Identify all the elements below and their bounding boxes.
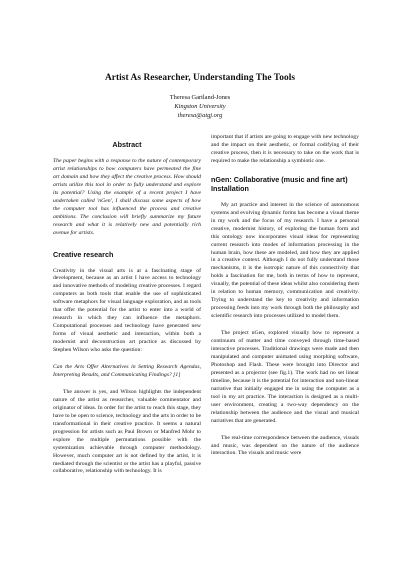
ngen-heading: nGen: Collaborative (music and fine art) Installation: [211, 174, 348, 193]
author-name: Theresa Gartland-Jones: [169, 94, 231, 101]
left-column: [53, 140, 201, 476]
author-institution: Kingston University: [174, 103, 226, 110]
creative-research-heading: Creative research: [53, 249, 114, 259]
wilson-quote: Can the Arts Offer Alternatives in Setting Research Agendas, Interpreting Results, and Communicating Findings? [1]: [53, 364, 201, 378]
paper-title: Artist As Researcher, Understanding The Tools: [104, 73, 296, 83]
ngen-paragraph-1: My art practice and interest in the science of autonomous systems and evolving dynamic forms has become a visual theme in my work and the focus of my research. I have a personal creative, modernist history, of exploring the human form and this ontology now incorporates visual ideas for representing current research into modes of information processing in the human brain, how these are modeled, and how they are applied in a creative context. Although I do not fully understand those mechanisms, it is the isotropic nature of this connectivity that holds a fascination for me, both in terms of how to represent, visually, the potential of these ideas whilst also considering them in relation to human memory, communication and creativity. Trying to understand the key to creativity and information processing feeds into my work through both the philosophy and scientific research into processes utilized to model them.: [211, 201, 359, 320]
abstract-heading: Abstract: [112, 140, 142, 149]
right-column: [211, 134, 359, 458]
creative-research-paragraph-1: Creativity in the visual arts is at a fascinating stage of development, because as an artist I have access to technology and innovative methods of modeling creative processes. I regard computers as both tools that enable the use of sophisticated software metaphors for visual language exploration, and as tools that offer the potential for the artist to enter into a world of research in which they can influence the metaphors. Computational processes and technology have generated new forms of visual aesthetic and interaction, within both a modernist and deconstruction art practice as discussed by Stephen Wilson who asks the question:: [53, 267, 201, 354]
ngen-paragraph-3: The real-time correspondence between the audience, visuals and music, was dependent on the nature of the audience interaction. The visuals and music were: [211, 434, 359, 457]
abstract-text: The paper begins with a response to the nature of contemporary artist relationships to how computers have permeated the fine art domain and how they affect the creative process. How should artists utilize this tool in order to fully understand and explore its potential? Using the example of a recent project I have undertaken called 'nGen', I shall discuss some aspects of how the computer tool has influenced the process and creative ambitions. The conclusion will briefly summarize my future research and what it is relatively new and potentially rich avenue for artists.: [53, 158, 201, 236]
ngen-paragraph-2: The project nGen, explored visually how to represent a continuum of matter and time conveyed through time-based interactive processes. Traditional drawings were made and then manipulated and computer animated using morphing software, Photoshop and Flash. These were brought into Director and presented as a projector (see fig.1). The work had no set linear timeline, because it is the potential for interaction and non-linear narrative that initially engaged me in using the computer as a tool in my art practice. The interaction is designed as a multi-user environment, creating a two-way dependency on the relationship between the audience and the visual and musical narratives that are generated.: [211, 330, 359, 424]
right-intro-paragraph: important that if artists are going to engage with new technology and the impact on their aesthetic, or formal codifying of their creative process, then it is necessary to take on the work that is required to make the relationship a symbiotic one.: [211, 134, 359, 164]
author-email: theresa@atgj.org: [177, 112, 223, 119]
creative-research-paragraph-2: The answer is yes, and Wilson highlights the independent nature of the artist as researcher, valuable commentator and originator of ideas. In order for the artist to reach this stage, they have to be open to science, technology and the arts in order to be transformational in their creative practice. It seems a natural progression for artists such as Paul Brown or Manfred Mohr to explore the multiple permutations possible with the systemization achievable through computer methodology. However, much computer art is not defined by the artist, it is mediated through the scientist or the artist has a playful, passive collaborative, relationship with technology. It is: [53, 388, 201, 475]
